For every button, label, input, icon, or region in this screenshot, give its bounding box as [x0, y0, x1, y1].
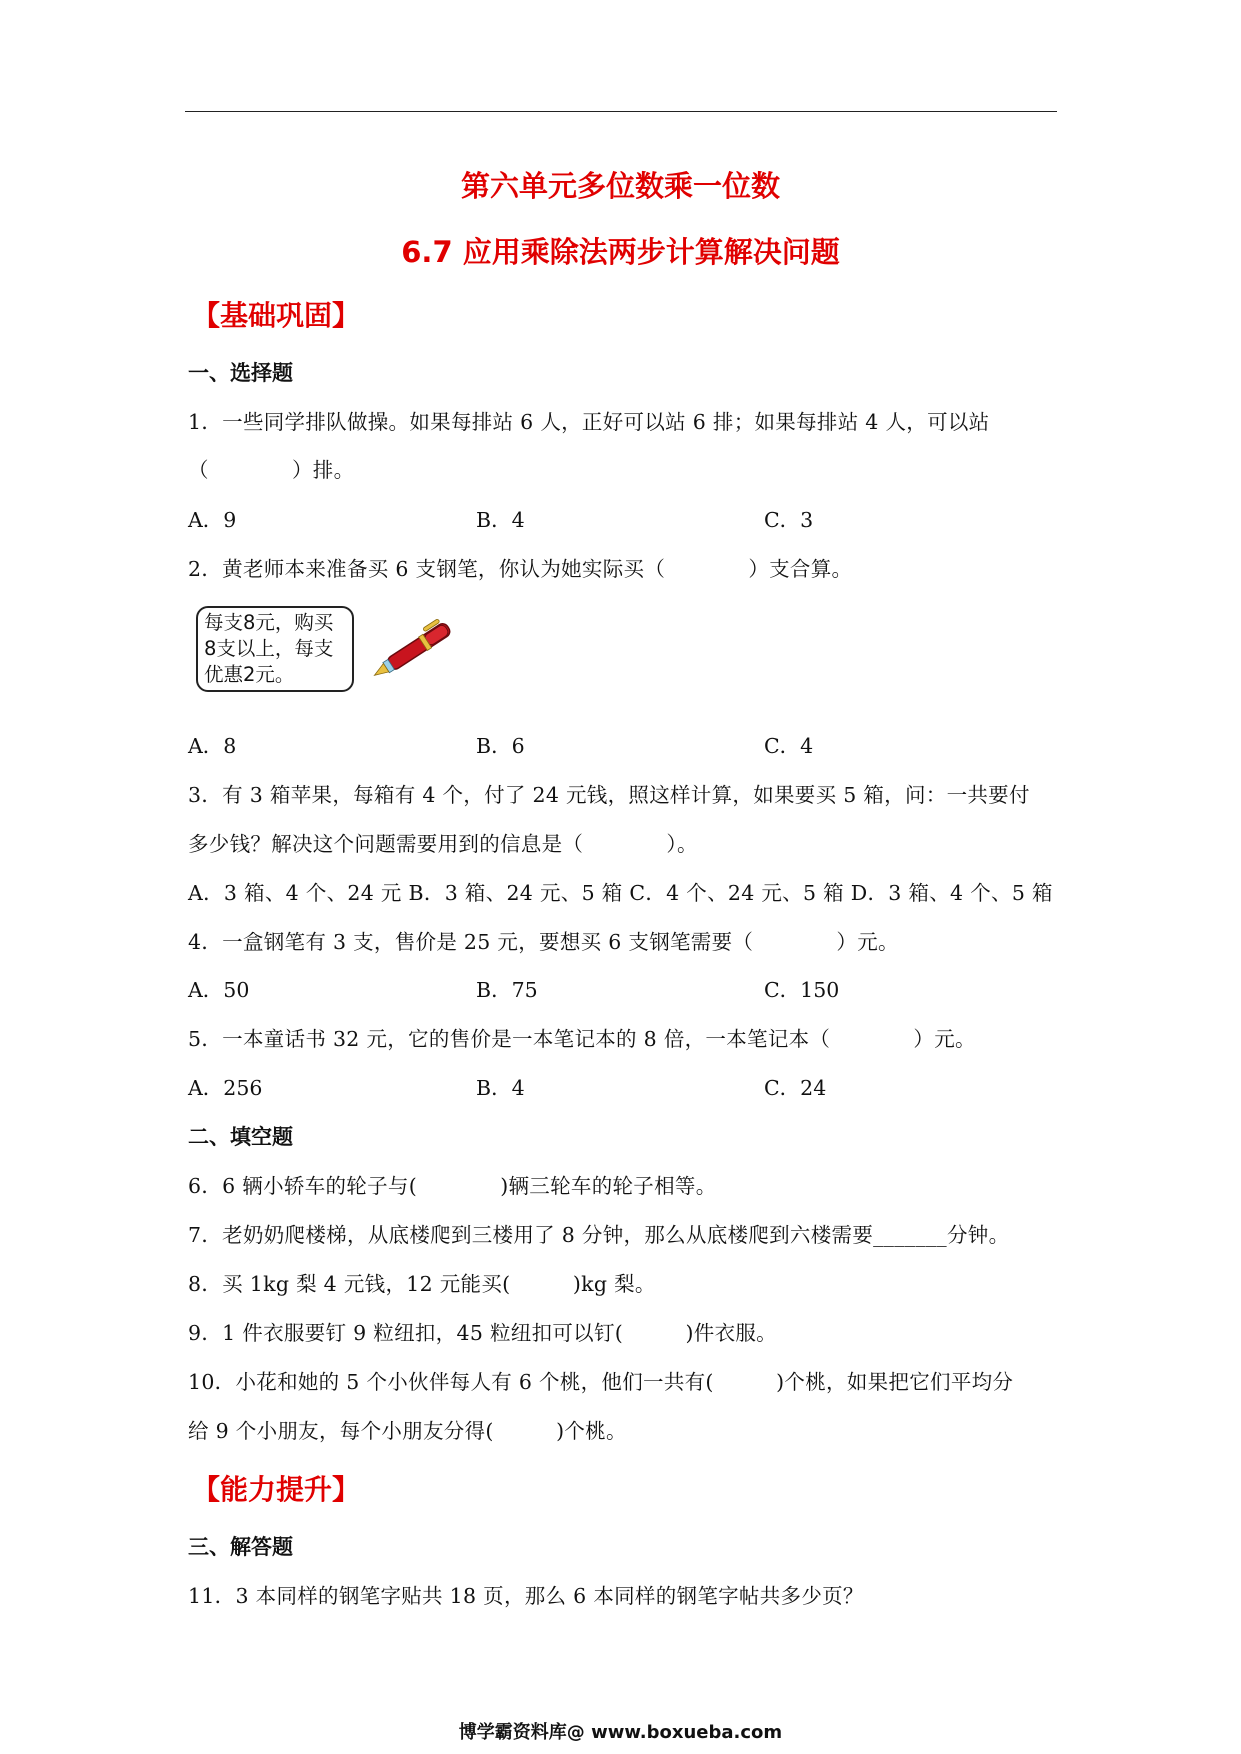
question-10-line1: 10．小花和她的 5 个小伙伴每人有 6 个桃，他们一共有( )个桃，如果把它们平均分 — [188, 1370, 1014, 1394]
promo-line-3: 优惠2元。 — [204, 663, 295, 686]
question-2-option-a: A．8 — [188, 734, 237, 758]
question-4-option-c: C．150 — [764, 978, 840, 1002]
question-4-option-b: B．75 — [476, 978, 538, 1002]
question-5-option-b: B．4 — [476, 1076, 525, 1100]
part-fill-heading: 二、填空题 — [188, 1125, 293, 1149]
lesson-title: 6.7 应用乘除法两步计算解决问题 — [401, 235, 840, 269]
question-2-option-c: C．4 — [764, 734, 814, 758]
promo-line-2: 8支以上，每支 — [204, 637, 334, 660]
question-8-text: 8．买 1kg 梨 4 元钱，12 元能买( )kg 梨。 — [188, 1272, 656, 1296]
question-5-text: 5．一本童话书 32 元，它的售价是一本笔记本的 8 倍，一本笔记本（ ）元。 — [188, 1027, 976, 1051]
promo-sign — [196, 606, 354, 692]
question-2-text: 2．黄老师本来准备买 6 支钢笔，你认为她实际买（ ）支合算。 — [188, 557, 853, 581]
question-5-option-c: C．24 — [764, 1076, 827, 1100]
fountain-pen-icon — [362, 604, 474, 690]
unit-title: 第六单元多位数乘一位数 — [460, 169, 780, 203]
question-1-option-c: C．3 — [764, 508, 814, 532]
section-advanced: 【能力提升】 — [192, 1473, 361, 1506]
question-6-text: 6．6 辆小轿车的轮子与( )辆三轮车的轮子相等。 — [188, 1174, 717, 1198]
top-rule — [185, 111, 1057, 112]
question-1-line2: （ ）排。 — [188, 458, 355, 482]
question-11-text: 11．3 本同样的钢笔字贴共 18 页，那么 6 本同样的钢笔字帖共多少页？ — [188, 1584, 864, 1608]
question-4-text: 4．一盒钢笔有 3 支，售价是 25 元，要想买 6 支钢笔需要（ ）元。 — [188, 930, 899, 954]
question-5-option-a: A．256 — [188, 1076, 263, 1100]
question-10-line2: 给 9 个小朋友，每个小朋友分得( )个桃。 — [188, 1419, 627, 1443]
question-7-text: 7．老奶奶爬楼梯，从底楼爬到三楼用了 8 分钟，那么从底楼爬到六楼需要_______分钟。 — [188, 1223, 1010, 1247]
question-1-line1: 1．一些同学排队做操。如果每排站 6 人，正好可以站 6 排；如果每排站 4 人，可以站 — [188, 410, 990, 434]
question-2-option-b: B．6 — [476, 734, 525, 758]
part-choice-heading: 一、选择题 — [188, 361, 293, 385]
section-basic: 【基础巩固】 — [192, 299, 361, 332]
footer-watermark: 博学霸资料库@ www.boxueba.com — [458, 1722, 783, 1743]
question-4-option-a: A．50 — [188, 978, 250, 1002]
question-9-text: 9．1 件衣服要钉 9 粒纽扣，45 粒纽扣可以钉( )件衣服。 — [188, 1321, 777, 1345]
part-solve-heading: 三、解答题 — [188, 1535, 293, 1559]
question-3-line1: 3．有 3 箱苹果，每箱有 4 个，付了 24 元钱，照这样计算，如果要买 5 箱，问：一共要付 — [188, 783, 1030, 807]
question-3-options: A．3 箱、4 个、24 元 B．3 箱、24 元、5 箱 C．4 个、24 元、5 箱 D．3 箱、4 个、5 箱 — [188, 881, 1053, 905]
question-1-option-a: A．9 — [188, 508, 237, 532]
question-1-option-b: B．4 — [476, 508, 525, 532]
promo-line-1: 每支8元，购买 — [204, 611, 334, 634]
question-3-line2: 多少钱？解决这个问题需要用到的信息是（ ）。 — [188, 832, 698, 856]
